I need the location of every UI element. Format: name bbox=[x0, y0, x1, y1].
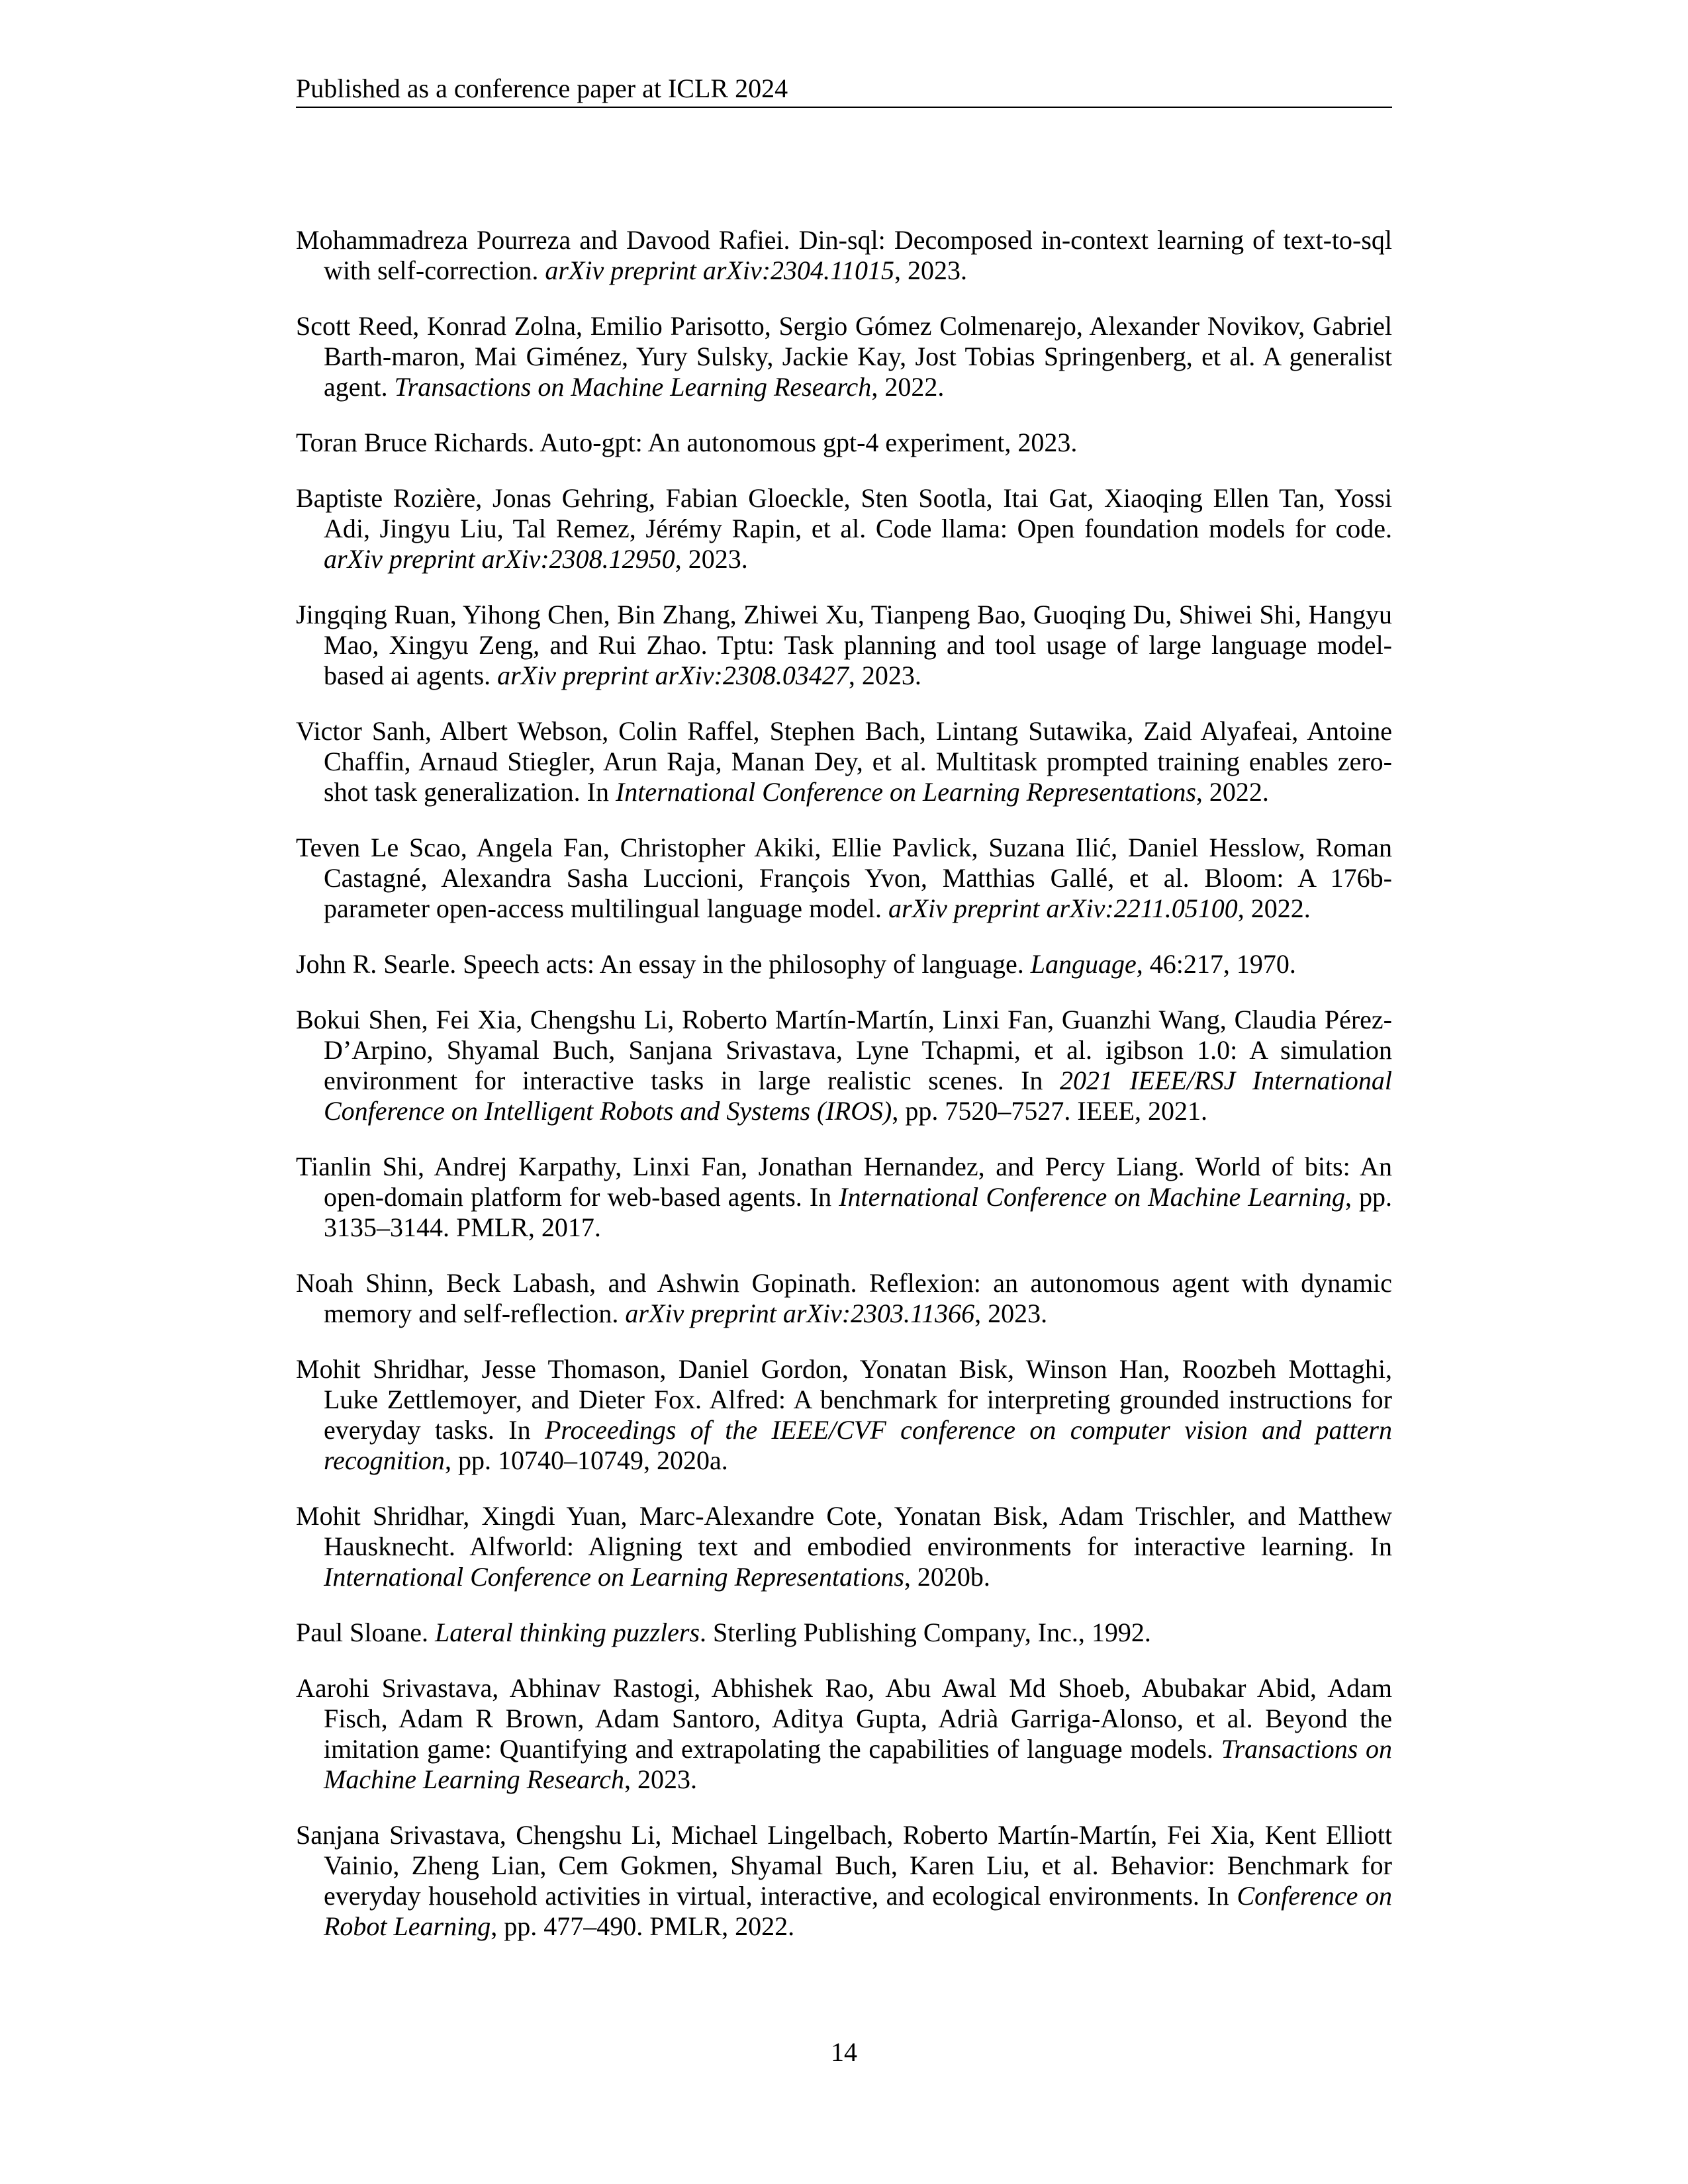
reference-item bbox=[296, 1617, 1392, 1648]
reference-venue: arXiv preprint arXiv:2303.11366 bbox=[625, 1298, 975, 1328]
reference-item bbox=[296, 225, 1392, 286]
reference-venue: arXiv preprint arXiv:2308.12950 bbox=[324, 544, 675, 574]
reference-text: Mohit Shridhar, Xingdi Yuan, Marc-Alexandre Cote, Yonatan Bisk, Adam Trischler, and Matthew Hausknecht. Alfworld: Aligning text and embodied environments for interactive learning. In bbox=[296, 1501, 1392, 1561]
reference-venue: arXiv preprint arXiv:2211.05100 bbox=[888, 893, 1238, 923]
running-header: Published as a conference paper at ICLR 2024 bbox=[296, 73, 788, 103]
reference-suffix: , 2023. bbox=[624, 1764, 697, 1794]
reference-text: Paul Sloane. bbox=[296, 1617, 435, 1647]
reference-suffix: , 2023. bbox=[848, 660, 921, 690]
reference-text: Mohammadreza Pourreza and Davood Rafiei. Din-sql: Decomposed in-context learning of text-to-sql with self-correction. bbox=[296, 225, 1392, 285]
reference-text: Jingqing Ruan, Yihong Chen, Bin Zhang, Zhiwei Xu, Tianpeng Bao, Guoqing Du, Shiwei Shi, Hangyu Mao, Xingyu Zeng, and Rui Zhao. Tptu: Task planning and tool usage of large language model-based ai agents. bbox=[296, 600, 1392, 690]
reference-venue: Lateral thinking puzzlers bbox=[434, 1617, 700, 1647]
reference-suffix: , pp. 3135–3144. PMLR, 2017. bbox=[324, 1182, 1393, 1242]
reference-text: Sanjana Srivastava, Chengshu Li, Michael Lingelbach, Roberto Martín-Martín, Fei Xia, Kent Elliott Vainio, Zheng Lian, Cem Gokmen, Shyamal Buch, Karen Liu, et al. Behavior: Benchmark for everyday household activities in virtual, interactive, and ecological environments. In bbox=[296, 1820, 1392, 1911]
reference-text: Scott Reed, Konrad Zolna, Emilio Parisotto, Sergio Gómez Colmenarejo, Alexander Novikov, Gabriel Barth-maron, Mai Giménez, Yury Sulsky, Jackie Kay, Jost Tobias Springenberg, et al. A generalist agent. bbox=[296, 311, 1392, 402]
reference-suffix: , 46:217, 1970. bbox=[1136, 949, 1296, 979]
reference-venue: Transactions on Machine Learning Research bbox=[394, 372, 872, 402]
page-number: 14 bbox=[831, 2037, 857, 2067]
reference-suffix: , 2022. bbox=[1237, 893, 1311, 923]
reference-text: Mohit Shridhar, Jesse Thomason, Daniel Gordon, Yonatan Bisk, Winson Han, Roozbeh Mottaghi, Luke Zettlemoyer, and Dieter Fox. Alfred: A benchmark for interpreting grounded instructions for everyday tasks. In bbox=[296, 1354, 1392, 1445]
reference-venue: arXiv preprint arXiv:2304.11015 bbox=[545, 255, 895, 285]
reference-item bbox=[296, 483, 1392, 574]
reference-venue: arXiv preprint arXiv:2308.03427 bbox=[497, 660, 849, 690]
reference-venue: Language bbox=[1030, 949, 1137, 979]
reference-venue: Proceedings of the IEEE/CVF conference on computer vision and pattern recognition bbox=[324, 1415, 1392, 1475]
reference-text: Teven Le Scao, Angela Fan, Christopher Akiki, Ellie Pavlick, Suzana Ilić, Daniel Hesslow, Roman Castagné, Alexandra Sasha Luccioni, François Yvon, Matthias Gallé, et al. Bloom: A 176b-parameter open-access multilingual language model. bbox=[296, 833, 1392, 923]
reference-item bbox=[296, 833, 1392, 924]
reference-item bbox=[296, 428, 1392, 458]
reference-item bbox=[296, 1005, 1392, 1126]
reference-item bbox=[296, 1268, 1392, 1329]
reference-suffix: , 2023. bbox=[675, 544, 748, 574]
reference-text: Baptiste Rozière, Jonas Gehring, Fabian Gloeckle, Sten Sootla, Itai Gat, Xiaoqing Ellen Tan, Yossi Adi, Jingyu Liu, Tal Remez, Jérémy Rapin, et al. Code llama: Open foundation models for code. bbox=[296, 483, 1392, 543]
reference-suffix: . Sterling Publishing Company, Inc., 1992. bbox=[700, 1617, 1151, 1647]
reference-suffix: , 2020b. bbox=[904, 1562, 990, 1592]
reference-text: Aarohi Srivastava, Abhinav Rastogi, Abhishek Rao, Abu Awal Md Shoeb, Abubakar Abid, Adam Fisch, Adam R Brown, Adam Santoro, Aditya Gupta, Adrià Garriga-Alonso, et al. Beyond the imitation game: Quantifying and extrapolating the capabilities of language models. bbox=[296, 1673, 1392, 1764]
reference-item bbox=[296, 600, 1392, 691]
reference-venue: Transactions on Machine Learning Research bbox=[324, 1734, 1393, 1794]
reference-suffix: , pp. 477–490. PMLR, 2022. bbox=[491, 1911, 795, 1941]
reference-suffix: , 2022. bbox=[871, 372, 945, 402]
reference-list bbox=[296, 225, 1392, 1967]
reference-item bbox=[296, 1501, 1392, 1592]
reference-suffix: , 2023. bbox=[974, 1298, 1048, 1328]
reference-item bbox=[296, 1820, 1392, 1942]
reference-suffix: , pp. 7520–7527. IEEE, 2021. bbox=[892, 1096, 1207, 1126]
reference-suffix: , 2023. bbox=[894, 255, 968, 285]
reference-venue: International Conference on Machine Learning bbox=[839, 1182, 1345, 1212]
reference-text: Noah Shinn, Beck Labash, and Ashwin Gopinath. Reflexion: an autonomous agent with dynamic memory and self-reflection. bbox=[296, 1268, 1392, 1328]
reference-venue: International Conference on Learning Representations bbox=[324, 1562, 904, 1592]
reference-suffix: , 2022. bbox=[1196, 777, 1269, 807]
reference-item bbox=[296, 1673, 1392, 1795]
reference-item bbox=[296, 1354, 1392, 1476]
reference-item bbox=[296, 716, 1392, 807]
reference-venue: 2021 IEEE/RSJ International Conference on Intelligent Robots and Systems (IROS) bbox=[324, 1066, 1393, 1126]
reference-text: Tianlin Shi, Andrej Karpathy, Linxi Fan, Jonathan Hernandez, and Percy Liang. World of bits: An open-domain platform for web-based agents. In bbox=[296, 1152, 1392, 1212]
reference-suffix: , pp. 10740–10749, 2020a. bbox=[444, 1445, 728, 1475]
reference-text: John R. Searle. Speech acts: An essay in the philosophy of language. bbox=[296, 949, 1031, 979]
reference-text: Toran Bruce Richards. Auto-gpt: An autonomous gpt-4 experiment, 2023. bbox=[296, 428, 1078, 457]
header-rule bbox=[296, 107, 1392, 108]
reference-item bbox=[296, 311, 1392, 402]
reference-venue: Conference on Robot Learning bbox=[324, 1881, 1392, 1941]
reference-text: Victor Sanh, Albert Webson, Colin Raffel, Stephen Bach, Lintang Sutawika, Zaid Alyafeai, Antoine Chaffin, Arnaud Stiegler, Arun Raja, Manan Dey, et al. Multitask prompted training enables zero-shot task generalization. In bbox=[296, 716, 1392, 807]
reference-text: Bokui Shen, Fei Xia, Chengshu Li, Roberto Martín-Martín, Linxi Fan, Guanzhi Wang, Claudia Pérez-D’Arpino, Shyamal Buch, Sanjana Srivastava, Lyne Tchapmi, et al. igibson 1.0: A simulation environment for interactive tasks in large realistic scenes. In bbox=[296, 1005, 1392, 1095]
reference-venue: International Conference on Learning Representations bbox=[615, 777, 1196, 807]
reference-item bbox=[296, 1152, 1392, 1243]
reference-item bbox=[296, 949, 1392, 979]
